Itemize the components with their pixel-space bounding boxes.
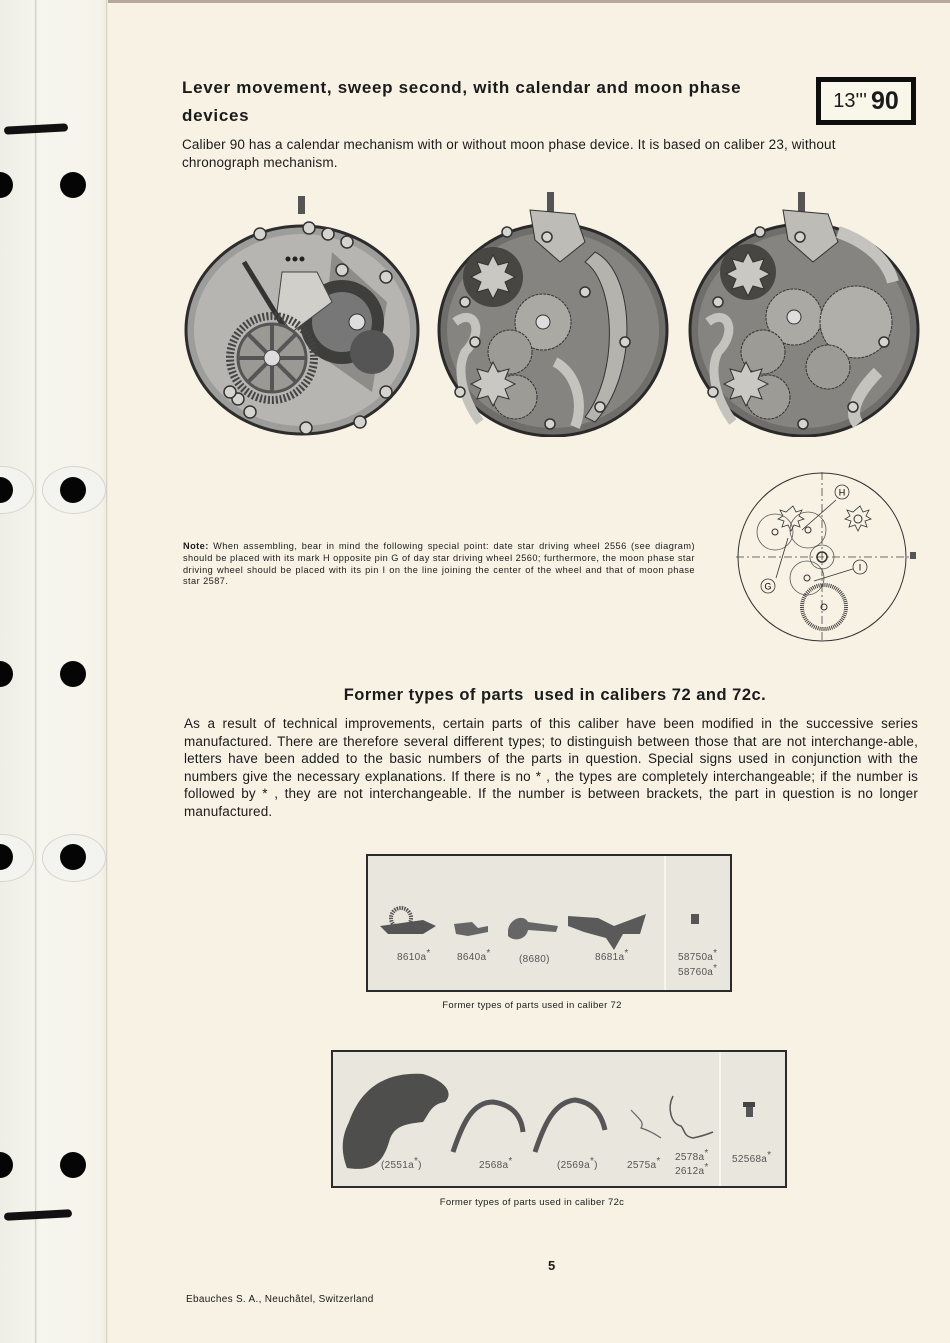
section-heading: Former types of parts used in calibers 72 and 72c. [343, 686, 767, 704]
page-title: Lever movement, sweep second, with calendar and moon phase devices [182, 78, 742, 125]
part-2575a-image [631, 1110, 661, 1138]
page-top-edge [0, 0, 950, 3]
parts-72-caption: Former types of parts used in caliber 72 [442, 1000, 622, 1011]
punch-hole [60, 661, 86, 687]
part-2551a-image [343, 1074, 449, 1169]
punch-hole [0, 172, 13, 198]
svg-text:H: H [838, 487, 846, 498]
binder-margin [0, 0, 108, 1343]
part-label: 2575a* [627, 1156, 661, 1171]
part-58750a-image [691, 914, 699, 924]
part-8640a-image [454, 922, 488, 936]
movement-dial-side-image [182, 192, 422, 437]
marker-h [835, 485, 849, 499]
calendar-mechanism-image [435, 192, 675, 437]
part-label: (2551a*) [381, 1156, 422, 1171]
punch-hole [60, 172, 86, 198]
calendar-wheel-diagram [732, 470, 927, 645]
marker-g [761, 579, 775, 593]
torn-hole-mark [4, 123, 68, 134]
part-52568a-image [743, 1102, 755, 1107]
part-label: 52568a* [732, 1150, 772, 1165]
part-2569a-image [535, 1100, 605, 1152]
section-body: As a result of technical improvements, certain parts of this caliber have been modified in the successive series manufactured. There are therefore several different types; to distinguish between those that are not interchange-able, letters have been added to the basic numbers of the parts in question. Special signs used in conjunction with the numbers give the necessary explanations. If there is no * , the types are completely interchangeable; if the number is followed by * , they are not interchangeable. If the number is between brackets, the part in question is no longer manufactured. [184, 716, 918, 819]
svg-text:I: I [858, 562, 862, 573]
punch-hole [60, 844, 86, 870]
page-fold-line [35, 0, 36, 1343]
parts-72c-caption: Former types of parts used in caliber 72c [439, 1197, 625, 1208]
part-label: 2612a* [675, 1162, 709, 1177]
note-text: When assembling, bear in mind the following special point: date star driving wheel 2556 (see diagram) should be placed with its mark H opposite pin G of day star driving wheel 2560; furthermore, the moon phase star driving wheel should be placed with its pin I on the line joining the center of the wheel and that of moon phase star 2587. [183, 541, 695, 587]
note-label: Note: [183, 541, 209, 551]
part-8681a-image [568, 914, 646, 950]
parts-72c-photo [331, 1050, 787, 1188]
part-label: 58760a* [678, 963, 718, 978]
parts-72-photo [366, 854, 732, 992]
part-2578a-image [670, 1096, 713, 1138]
part-2568a-image [453, 1102, 523, 1152]
caliber-size: 13''' [833, 89, 867, 112]
marker-i [853, 560, 867, 574]
intro-paragraph: Caliber 90 has a calendar mechanism with or without moon phase device. It is based on caliber 23, without chronograph mechanism. [182, 137, 836, 170]
part-8610a-image [380, 908, 436, 934]
part-label: 2578a* [675, 1148, 709, 1163]
caliber-number: 90 [870, 86, 899, 115]
svg-text:G: G [764, 581, 772, 592]
calendar-moon-phase-mechanism-image [688, 192, 928, 437]
page-number: 5 [548, 1258, 556, 1273]
punch-hole [60, 477, 86, 503]
punch-hole [0, 661, 13, 687]
publisher-footer: Ebauches S. A., Neuchâtel, Switzerland [186, 1294, 374, 1305]
caliber-badge [816, 77, 916, 125]
part-label: 8610a* [397, 948, 431, 963]
page-edge-line [106, 0, 107, 1343]
part-8680-image [508, 918, 558, 940]
torn-hole-mark [4, 1209, 72, 1221]
part-label: 58750a* [678, 948, 718, 963]
part-label: 8640a* [457, 948, 491, 963]
part-label: (2569a*) [557, 1156, 598, 1171]
punch-hole [60, 1152, 86, 1178]
part-label: 2568a* [479, 1156, 513, 1171]
punch-hole [0, 1152, 13, 1178]
part-label: 8681a* [595, 948, 629, 963]
assembly-note [183, 541, 695, 588]
part-label: (8680) [519, 954, 550, 965]
